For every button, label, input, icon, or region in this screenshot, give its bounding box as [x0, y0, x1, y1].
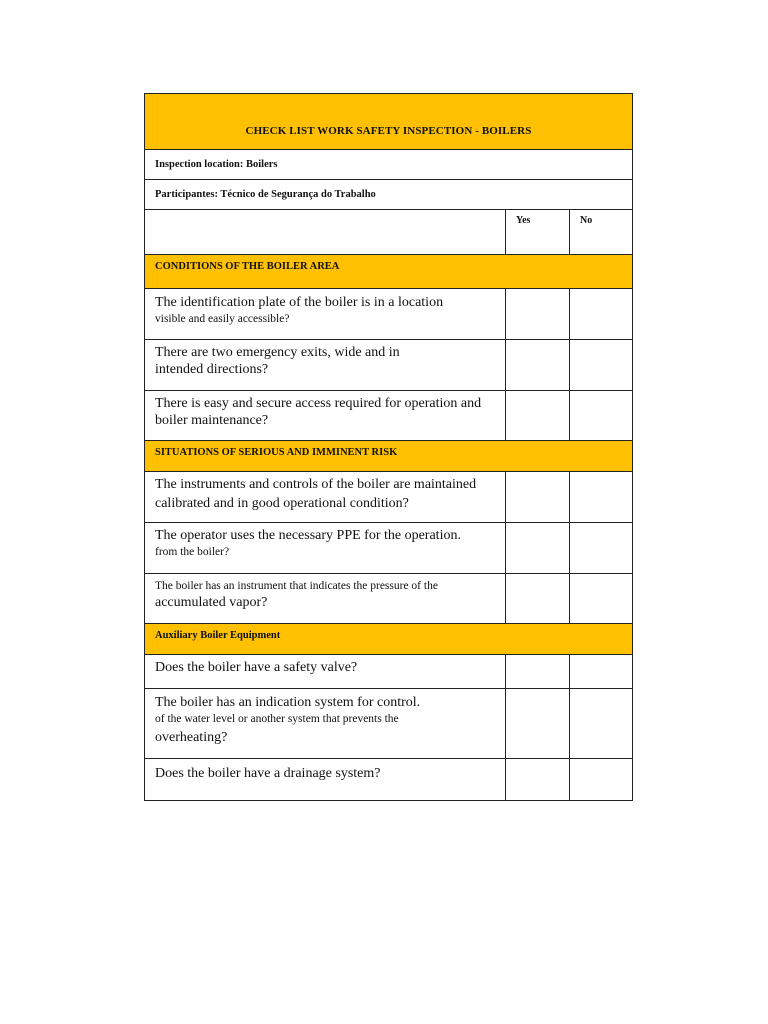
- question-text: Does the boiler have a safety valve?: [155, 660, 358, 675]
- question-cell: [145, 289, 506, 339]
- question-text: There is easy and secure access required for operation and: [155, 396, 482, 411]
- yes-checkbox-cell[interactable]: [506, 472, 570, 522]
- question-text: The boiler has an indication system for control.: [155, 695, 421, 710]
- question-cell: [145, 574, 506, 623]
- question-text: calibrated and in good operational condition?: [155, 496, 409, 511]
- section-auxiliary: [145, 624, 632, 655]
- inspection-location-row: [145, 150, 632, 180]
- question-cell: [145, 472, 506, 522]
- section-risk: [145, 441, 632, 472]
- question-cell: [145, 340, 506, 390]
- question-text: overheating?: [155, 730, 228, 745]
- no-checkbox-cell[interactable]: [570, 289, 632, 339]
- no-column-header: No: [580, 215, 593, 226]
- question-text: boiler maintenance?: [155, 413, 269, 428]
- section-conditions: [145, 255, 632, 289]
- no-checkbox-cell[interactable]: [570, 472, 632, 522]
- checklist-row: [145, 759, 632, 800]
- question-text: accumulated vapor?: [155, 595, 268, 610]
- no-checkbox-cell[interactable]: [570, 391, 632, 440]
- checklist-row: [145, 472, 632, 523]
- yes-checkbox-cell[interactable]: [506, 391, 570, 440]
- question-text: There are two emergency exits, wide and in: [155, 345, 400, 360]
- section-title: Auxiliary Boiler Equipment: [155, 630, 281, 641]
- yes-checkbox-cell[interactable]: [506, 689, 570, 758]
- question-text: of the water level or another system that prevents the: [155, 713, 399, 725]
- checklist-row: [145, 574, 632, 624]
- no-checkbox-cell[interactable]: [570, 340, 632, 390]
- question-text: from the boiler?: [155, 546, 230, 558]
- checklist-row: [145, 289, 632, 340]
- title-row: [145, 94, 632, 150]
- no-checkbox-cell[interactable]: [570, 574, 632, 623]
- question-text: The instruments and controls of the boiler are maintained: [155, 477, 477, 492]
- yes-checkbox-cell[interactable]: [506, 655, 570, 688]
- yes-checkbox-cell[interactable]: [506, 289, 570, 339]
- section-title: SITUATIONS OF SERIOUS AND IMMINENT RISK: [155, 447, 398, 458]
- participants: Participantes: Técnico de Segurança do Trabalho: [155, 189, 376, 200]
- checklist-title: CHECK LIST WORK SAFETY INSPECTION - BOILERS: [245, 125, 532, 137]
- question-cell: [145, 655, 506, 688]
- question-text: Does the boiler have a drainage system?: [155, 766, 381, 781]
- question-cell: [145, 689, 506, 758]
- checklist-table: [144, 93, 633, 801]
- checklist-row: [145, 655, 632, 689]
- participants-row: [145, 180, 632, 210]
- question-text: The operator uses the necessary PPE for the operation.: [155, 528, 461, 543]
- yes-checkbox-cell[interactable]: [506, 759, 570, 800]
- no-checkbox-cell[interactable]: [570, 759, 632, 800]
- no-checkbox-cell[interactable]: [570, 523, 632, 573]
- header-blank-cell: [145, 210, 506, 254]
- question-text: The boiler has an instrument that indicates the pressure of the: [155, 580, 438, 592]
- question-cell: [145, 391, 506, 440]
- no-checkbox-cell[interactable]: [570, 689, 632, 758]
- question-cell: [145, 759, 506, 800]
- checklist-row: [145, 391, 632, 441]
- question-text: intended directions?: [155, 362, 269, 377]
- yes-column-header: Yes: [506, 210, 570, 254]
- question-cell: [145, 523, 506, 573]
- yes-checkbox-cell[interactable]: [506, 340, 570, 390]
- checklist-row: [145, 689, 632, 759]
- section-title: CONDITIONS OF THE BOILER AREA: [155, 261, 340, 272]
- question-text: The identification plate of the boiler is in a location: [155, 295, 444, 310]
- no-checkbox-cell[interactable]: [570, 655, 632, 688]
- question-text: visible and easily accessible?: [155, 313, 290, 325]
- yes-checkbox-cell[interactable]: [506, 523, 570, 573]
- checklist-row: [145, 340, 632, 391]
- inspection-location: Inspection location: Boilers: [155, 159, 278, 170]
- yes-checkbox-cell[interactable]: [506, 574, 570, 623]
- checklist-row: [145, 523, 632, 574]
- column-header-row: [145, 210, 632, 255]
